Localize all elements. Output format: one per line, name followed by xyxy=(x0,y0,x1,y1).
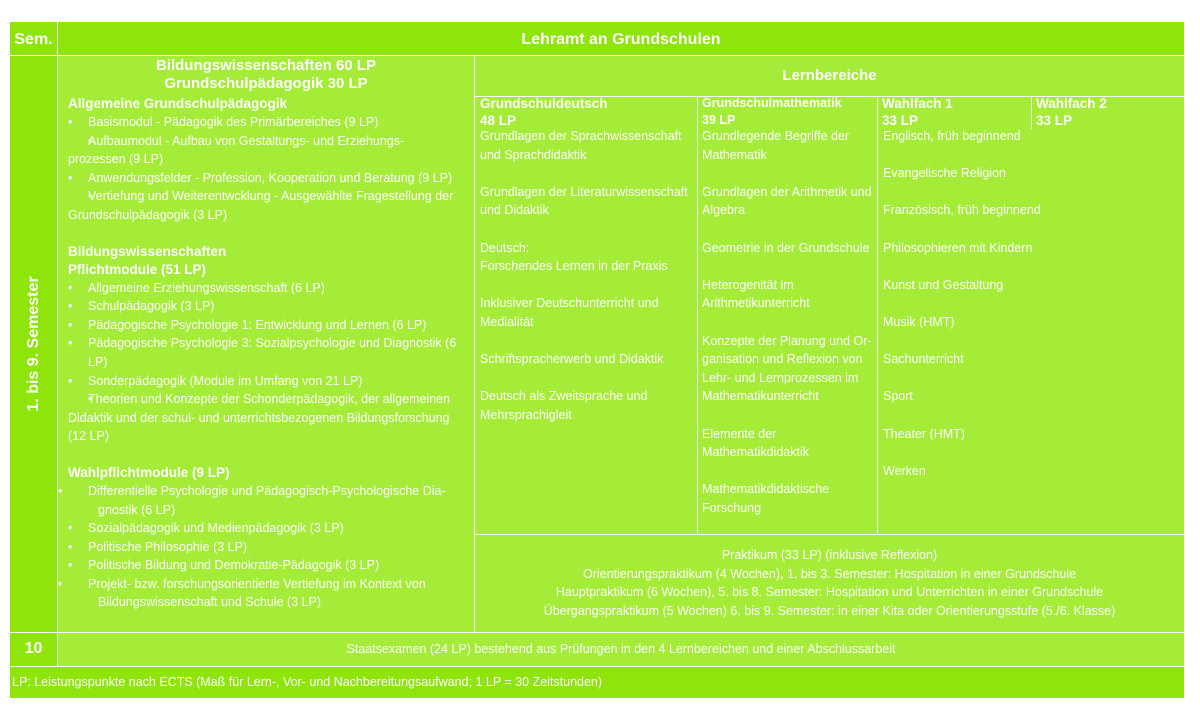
list-item: Deutsch als Zweitsprache und Mehrsprachigleit xyxy=(480,389,648,422)
deutsch-list xyxy=(480,127,692,443)
wahl-title: Wahlpflichtmodule (9 LP) xyxy=(68,464,230,480)
deutsch-lp: 48 LP xyxy=(480,113,517,128)
list-item: Elemente der Mathematikdidaktik xyxy=(702,426,809,460)
allgemeine-title: Allgemeine Grundschulpädagogik xyxy=(68,96,288,111)
list-item: Grundlagen der Arithmetik und Algebra xyxy=(702,184,872,218)
praktikum-block xyxy=(475,546,1184,620)
list-item: • Vertiefung und Weiterentwcklung - Ausgewählte Fragestellung der Grundschulpädagogik (3 LP) xyxy=(68,187,460,224)
list-item: Kunst und Gestaltung xyxy=(883,277,1004,292)
pflicht-title: Pflichtmodule (51 LP) xyxy=(68,261,207,277)
praktikum-line: Hauptpraktikum (6 Wochen), 5. bis 8. Semester: Hospitation und Unterrichten in einer Grundschule xyxy=(555,585,1104,600)
bildung-header-line2: Grundschulpädagogik 30 LP xyxy=(164,75,368,92)
list-item: Geometrie in der Grundschule xyxy=(702,240,870,255)
praktikum-line: Orientierungspraktikum (4 Wochen), 1. bis 3. Semester: Hospitation in einer Grundschule xyxy=(582,566,1077,581)
mathe-lp: 39 LP xyxy=(702,113,736,127)
mathe-header xyxy=(702,95,877,129)
list-item: Mathematikdidaktische Forschung xyxy=(702,482,830,515)
list-item: Werken xyxy=(883,463,926,478)
list-item: Inklusiver Deutschunterricht und Medialität xyxy=(480,296,659,329)
list-item: Französisch, früh beginnend xyxy=(883,203,1041,218)
list-item: Musik (HMT) xyxy=(883,314,955,329)
sem-header: Sem. xyxy=(14,31,53,48)
list-item: Evangelische Religion xyxy=(883,166,1006,181)
bildung-content xyxy=(68,95,460,612)
list-item: Heterogenität im Arithmetikunterricht xyxy=(702,277,810,311)
list-item: • Schulpädagogik (3 LP) xyxy=(68,297,460,316)
bildung-header-line1: Bildungswissenschaften 60 LP xyxy=(155,57,377,74)
list-item: • Projekt- bzw. forschungsorientierte Vertiefung im Kontext von Bildungswissenschaft und Schule (3 LP) xyxy=(68,575,460,612)
wahlfach-list xyxy=(883,127,1179,499)
mathe-list xyxy=(702,127,874,536)
wahlfach2-title: Wahlfach 2 xyxy=(1036,96,1107,111)
praktikum-title: Praktikum (33 LP) (inklusive Reflexion) xyxy=(721,548,938,562)
list-item: Konzepte der Planung und Or-ganisation und Reflexion von Lehr- und Lernprozessen im Mathematikunterricht xyxy=(702,333,872,404)
list-item: • Sozialpädagogik und Medienpädagogik (3 LP) xyxy=(68,519,460,538)
list-item: • Pädagogische Psychologie 1: Entwicklung und Lernen (6 LP) xyxy=(68,316,460,335)
lernbereiche-header: Lernbereiche xyxy=(782,67,877,84)
mathe-title: Grundschulmathematik xyxy=(702,96,842,110)
list-item: Grundlagen der Sprachwissenschaft und Sprachdidaktik xyxy=(480,129,682,162)
list-item: Schriftspracherwerb und Didaktik xyxy=(480,352,664,367)
list-item: Englisch, früh beginnend xyxy=(883,129,1021,143)
wahlfach2-lp: 33 LP xyxy=(1036,113,1073,128)
list-item: Theater (HMT) xyxy=(883,426,965,441)
list-item: Sachunterricht xyxy=(883,352,964,367)
wahlfach2-header xyxy=(1036,95,1182,129)
list-item: • Anwendungsfelder - Profession, Kooperation und Beratung (9 LP) xyxy=(68,169,460,188)
wahlfach1-title: Wahlfach 1 xyxy=(882,96,953,111)
pflicht-list xyxy=(68,279,460,446)
praktikum-line: Übergangspraktikum (5 Wochen) 6. bis 9. Semester: in einer Kita oder Orientierungsstufe (5./6. Klasse) xyxy=(543,603,1116,618)
wahlfach1-header xyxy=(882,95,1030,129)
sem10-text: Staatsexamen (24 LP) bestehend aus Prüfungen in den 4 Lernbereichen und einer Abschlussarbeit xyxy=(346,642,896,656)
semester-label: 1. bis 9. Semester xyxy=(25,276,42,412)
list-item: Grundlagen der Literaturwissenschaft und Didaktik xyxy=(480,184,688,218)
list-item: • Differentielle Psychologie und Pädagogisch-Psychologische Dia-gnostik (6 LP) xyxy=(68,482,460,519)
list-item: Sport xyxy=(883,389,913,404)
list-item: Grundlegende Begriffe der Mathematik xyxy=(702,129,850,162)
deutsch-title: Grundschuldeutsch xyxy=(480,96,608,111)
list-item: Deutsch: Forschendes Lernen in der Praxis xyxy=(480,240,668,274)
list-item: • Pädagogische Psychologie 3: Sozialpsychologie und Diagnostik (6 LP) xyxy=(68,334,460,371)
list-item: • Aufbaumodul - Aufbau von Gestaltungs- und Erziehungs-prozessen (9 LP) xyxy=(68,132,460,169)
page-title: Lehramt an Grundschulen xyxy=(521,31,721,48)
list-item: • Basismodul - Pädagogik des Primärbereiches (9 LP) xyxy=(68,113,460,132)
list-item: • Politische Bildung und Demokratie-Pädagogik (3 LP) xyxy=(68,556,460,575)
bildung-header xyxy=(58,57,474,93)
allgemeine-list xyxy=(68,113,460,225)
list-item: • Allgemeine Erziehungswissenschaft (6 LP) xyxy=(68,279,460,298)
list-item: • Sonderpädagogik (Module im Umfang von 21 LP) xyxy=(68,372,460,391)
deutsch-header xyxy=(480,95,695,129)
bildungswiss-title: Bildungswissenschaften xyxy=(68,243,227,259)
sem10-label: 10 xyxy=(24,640,43,657)
wahlfach1-lp: 33 LP xyxy=(882,113,919,128)
wahl-list xyxy=(68,482,460,612)
footnote: LP: Leistungspunkte nach ECTS (Maß für Lern-, Vor- und Nachbereitungsaufwand; 1 LP = 30 Zeitstunden) xyxy=(12,675,603,689)
list-item: • Politische Philosophie (3 LP) xyxy=(68,538,460,557)
list-item: • Theorien und Konzepte der Schonderpädagogik, der allgemeinen Didaktik und der schul- und unterrichtsbezogenen Bildungsforschung (12 LP) xyxy=(68,390,460,446)
list-item: Philosophieren mit Kindern xyxy=(883,240,1033,255)
